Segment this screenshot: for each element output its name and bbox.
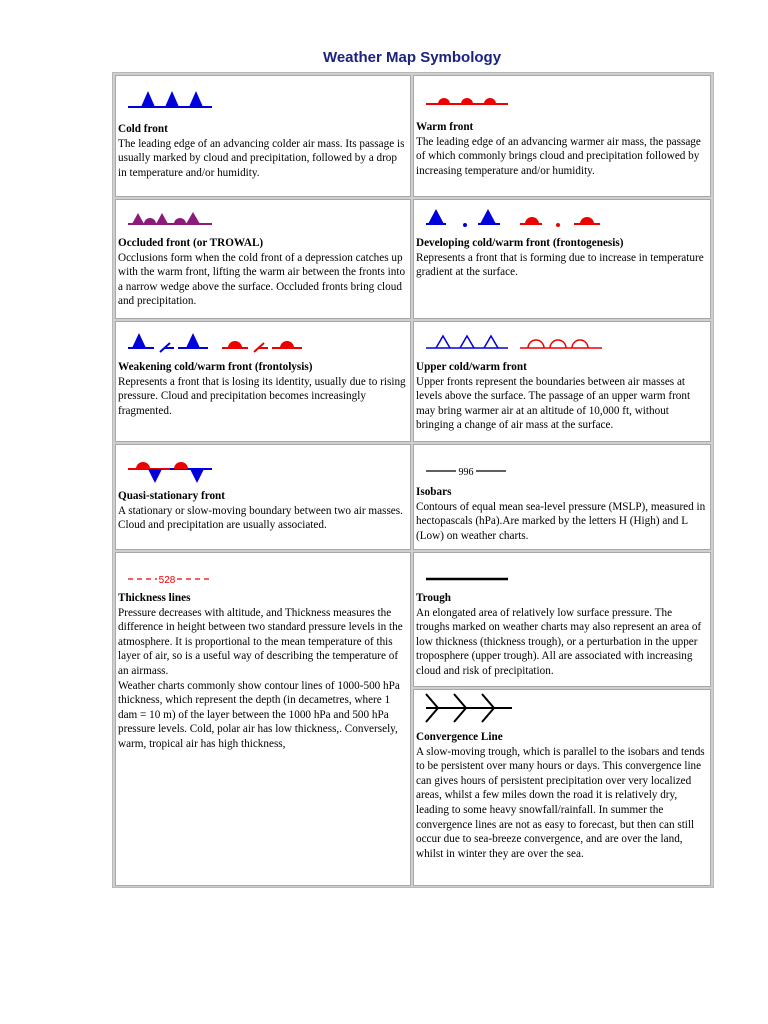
cell-weakening-front (115, 321, 411, 442)
entry-name: Occluded front (or TROWAL) (118, 237, 264, 249)
entry-name: Thickness lines (118, 592, 191, 604)
thickness-value-label: 528 (158, 575, 176, 586)
entry-description: A stationary or slow-moving boundary between two air masses. Cloud and precipitation are usually associated. (118, 504, 403, 532)
isobar-value-label: 996 (458, 467, 474, 478)
trough-symbol-icon (416, 553, 706, 591)
cold-front-symbol-icon (118, 76, 408, 122)
entry-description: An elongated area of relatively low surface pressure. The troughs marked on weather charts may also represent an area of low thickness (thickness trough), or a perturbation in the upper troposphere (upper trough). All are associated with increasing cloud and risk of precipitation. (416, 606, 702, 677)
cell-upper-front (413, 321, 711, 442)
entry-description: Represents a front that is forming due to increase in temperature gradient at the surface. (416, 251, 704, 279)
entry-description: Occlusions form when the cold front of a depression catches up with the warm front, lifting the warm air between the fronts into a narrow wedge above the surface. Occluded fronts bring cloud and precipitation. (118, 251, 406, 308)
quasi-stationary-front-symbol-icon (118, 445, 408, 489)
occluded-front-symbol-icon (118, 200, 408, 236)
entry-name: Warm front (416, 121, 474, 133)
cell-trough (413, 552, 711, 687)
entry-name: Upper cold/warm front (416, 361, 527, 373)
entry-description: Upper fronts represent the boundaries between air masses at levels above the surface. The passage of an upper warm front may bring warmer air at an altitude of 10,000 ft, without bringing a change of air mass at the surface. (416, 375, 691, 432)
page-title: Weather Map Symbology (322, 49, 502, 66)
thickness-line-symbol-icon (118, 553, 408, 591)
entry-name: Isobars (416, 486, 452, 498)
cell-occluded-front (115, 199, 411, 319)
entry-description: Represents a front that is losing its identity, usually due to rising pressure. Cloud and precipitation becomes increasingly fragmented. (118, 375, 406, 417)
frontolysis-symbol-icon (118, 322, 408, 360)
entry-description: Contours of equal mean sea-level pressure (MSLP), measured in hectopascals (hPa).Are marked by the letters H (High) and L (Low) on weather charts. (416, 500, 706, 542)
entry-name: Cold front (118, 123, 168, 135)
entry-name: Weakening cold/warm front (frontolysis) (118, 361, 313, 373)
isobar-symbol-icon (416, 445, 706, 485)
symbology-table (112, 72, 714, 888)
entry-description: The leading edge of an advancing colder air mass. Its passage is usually marked by cloud and precipitation, followed by a drop in temperature and/or humidity. (118, 137, 405, 179)
entry-name: Convergence Line (416, 731, 503, 743)
entry-name: Quasi-stationary front (118, 490, 226, 502)
cell-convergence-line (413, 689, 711, 886)
cell-cold-front (115, 75, 411, 197)
cell-thickness-lines (115, 552, 411, 886)
cell-quasi-stationary-front (115, 444, 411, 550)
entry-description: Pressure decreases with altitude, and Thickness measures the difference in height between two standard pressure levels in the atmosphere. It is proportional to the mean temperature of this layer of air, so is a useful way of describing the temperature of an airmass. Weather charts commonly show contour lines of 1000-500 hPa thickness, which represent the depth (in decametres, where 1 dam = 10 m) of the layer between the 1000 hPa and 500 hPa pressure levels. Cold, polar air has low thickness,. Conversely, warm, tropical air has high thickness, (118, 606, 403, 750)
cell-developing-front (413, 199, 711, 319)
convergence-line-symbol-icon (416, 690, 706, 730)
cell-warm-front (413, 75, 711, 197)
upper-front-symbol-icon (416, 322, 706, 360)
warm-front-symbol-icon (416, 76, 706, 120)
entry-name: Developing cold/warm front (frontogenesis) (416, 237, 624, 249)
entry-description: A slow-moving trough, which is parallel to the isobars and tends to be persistent over many hours or days. This convergence line can gives hours of persistent precipitation over very localized areas, whilst a few miles down the road it is relatively dry, leading to some heavy snowfall/rainfall. In summer the convergence lines are not as easy to forecast, but then can still occur due to sea-breeze convergence, and are over the land, whilst in winter they are over the sea. (416, 745, 705, 860)
cell-isobars (413, 444, 711, 550)
frontogenesis-symbol-icon (416, 200, 706, 236)
entry-name: Trough (416, 592, 452, 604)
entry-description: The leading edge of an advancing warmer air mass, the passage of which commonly brings cloud and precipitation followed by increasing temperature and/or humidity. (416, 135, 701, 177)
